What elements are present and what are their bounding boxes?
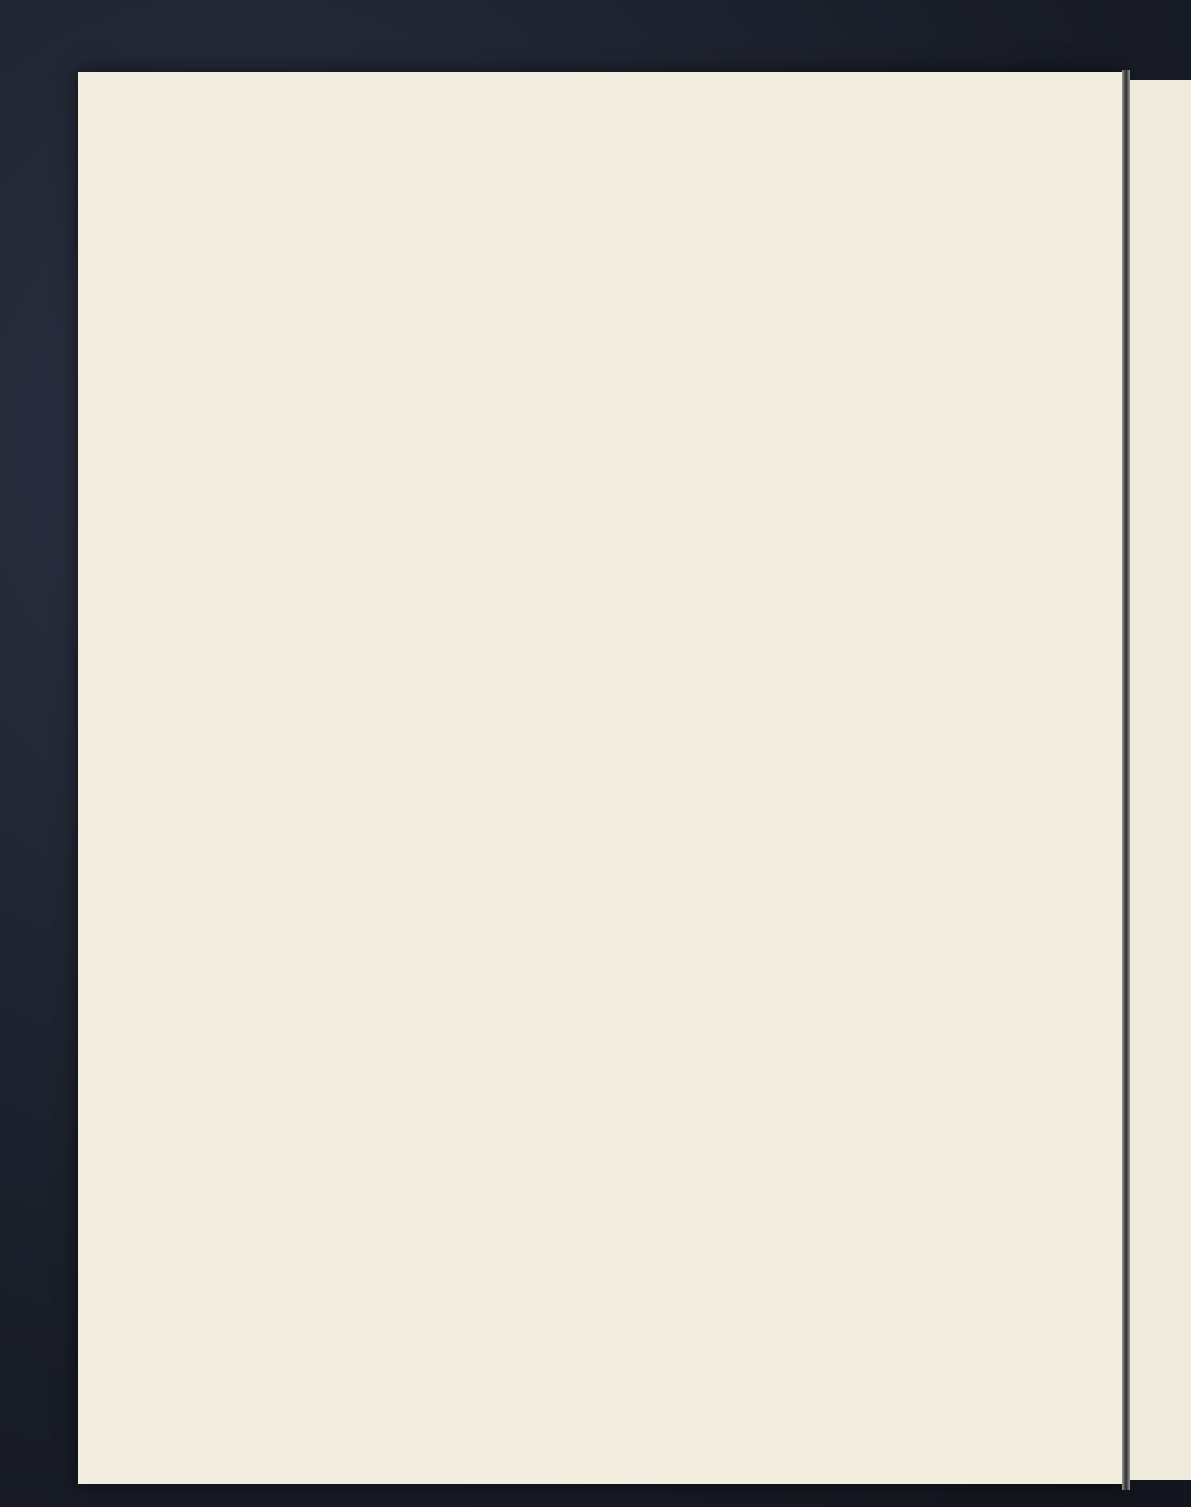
document-page: [78, 72, 1124, 1484]
book-gutter: [1122, 70, 1130, 1490]
next-page-edge: [1128, 80, 1191, 1480]
